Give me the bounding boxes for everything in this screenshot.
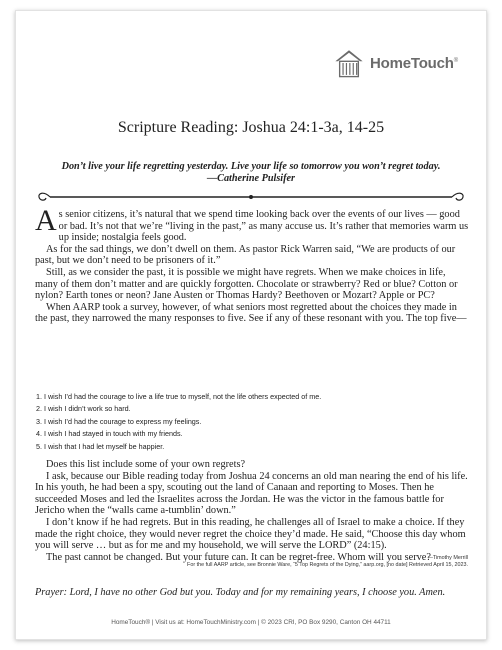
intro-text	[35, 204, 471, 325]
paragraph-4: When AARP took a survey, however, of what seniors most regretted about the choices they made in the past, they narrowed the many responses to five. See if any of these resonant with you. The top five—	[35, 301, 467, 325]
regrets-list	[36, 391, 476, 453]
paragraph-8: The past cannot be changed. But your future can. It can be regret-free. Whom will you serve?	[46, 551, 431, 563]
regret-item-2: 2. I wish I didn’t work so hard.	[36, 404, 131, 414]
paragraph-7: I don’t know if he had regrets. But in this reading, he challenges all of Israel to make a choice. If they made the right choice, they would never regret the choice they’d made. He said, “Choose this day whom you will serve … but as for me and my household, we will serve the LORD” (24:15).	[35, 516, 466, 552]
paragraph-2: As for the sad things, we don’t dwell on them. As pastor Rick Warren said, “We are products of our past, but we don’t need to be prisoners of it.”	[35, 243, 456, 267]
attribution	[187, 555, 468, 569]
document-page	[15, 10, 487, 640]
epigraph-author: —Catherine Pulsifer	[206, 173, 296, 184]
logo-name: HomeTouch	[370, 54, 454, 72]
epigraph-text: Don’t live your life regretting yesterday. Live your life so tomorrow you won’t regret today.	[61, 161, 441, 172]
ornamental-divider	[36, 189, 466, 205]
paragraph-3: Still, as we consider the past, it is possible we might have regrets. When we make choices in life, many of them don’t matter and are quickly forgotten. Chocolate or strawberry? Red or blue? Cotton or nylon? Earth tones or neon? Jane Austen or Thomas Hardy? Beethoven or Mozart? Apple or PC?	[35, 266, 458, 302]
page-title: Scripture Reading: Joshua 24:1-3a, 14-25	[117, 119, 385, 136]
attribution-author: —Timothy Merrill	[427, 555, 468, 561]
epigraph	[30, 161, 472, 185]
regret-item-1: 1. I wish I’d had the courage to live a life true to myself, not the life others expected of me.	[36, 392, 322, 401]
hometouch-logo	[332, 43, 462, 83]
paragraph-6: I ask, because our Bible reading today from Joshua 24 concerns an old man nearing the end of his life. In his youth, he had been a spy, scouting out the land of Canaan and reporting to Moses. Then he succeeded Moses and led the Israelites across the Jordan. He was the victor in the famous battle for Jericho when the “walls came a-tumblin’ down.”	[35, 470, 468, 517]
closing-text	[35, 459, 471, 563]
paragraph-5: Does this list include some of your own regrets?	[46, 459, 246, 470]
regret-item-4: 4. I wish I had stayed in touch with my friends.	[36, 429, 183, 439]
logo-registered-mark: ®	[453, 57, 458, 64]
drop-cap: A	[35, 204, 57, 237]
prayer: Prayer: Lord, I have no other God but you. Today and for my remaining years, I choose you. Amen.	[35, 587, 446, 598]
regret-item-3: 3. I wish I’d had the courage to express my feelings.	[36, 416, 202, 426]
regret-item-5: 5. I wish that I had let myself be happier.	[36, 441, 165, 451]
house-icon	[332, 46, 366, 80]
attribution-source: For the full AARP article, see Bronnie Ware, “5 Top Regrets of the Dying,” aarp.org, [no date] Retrieved April 15, 2023.	[187, 562, 468, 568]
page-footer: HomeTouch® | Visit us at: HomeTouchMinistry.com | © 2023 CRI, PO Box 9290, Canton OH 44711	[111, 619, 391, 626]
logo-wordmark	[370, 55, 458, 72]
intro-paragraph-text: s senior citizens, it’s natural that we spend time looking back over the events of our lives — good or bad. It’s not that we’re “living in the past,” as many accuse us. It’s rather that memories warm us up inside; nostalgia feels good.	[58, 209, 469, 244]
intro-paragraph	[35, 204, 471, 244]
